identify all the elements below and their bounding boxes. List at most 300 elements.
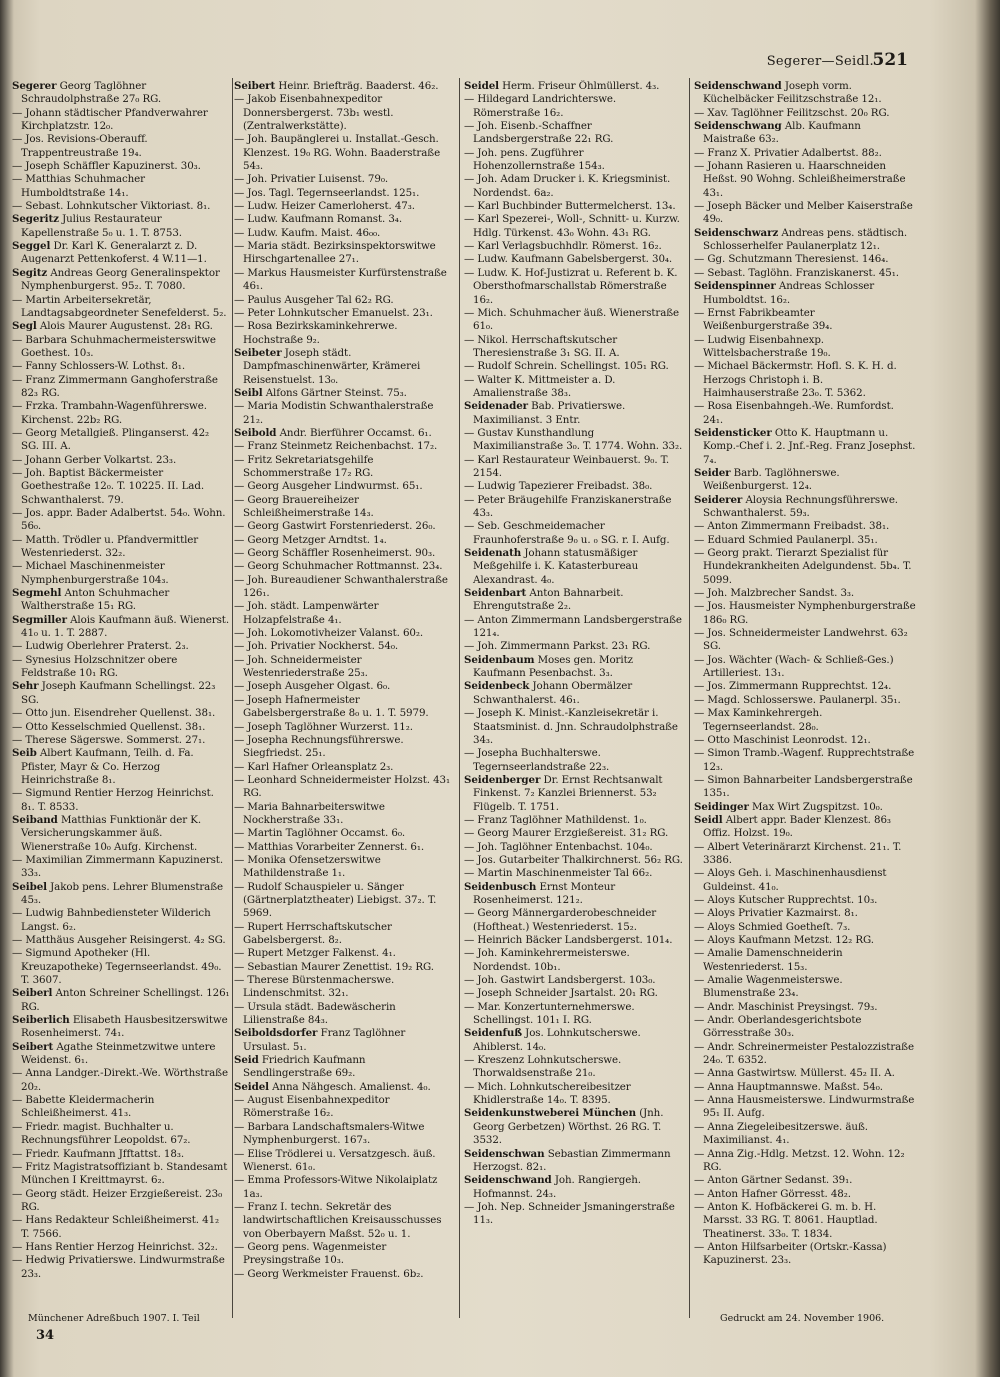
directory-entry xyxy=(464,267,684,307)
entry-text: — Therese Sägerswe. Sommerst. 27₁. xyxy=(12,733,206,746)
directory-entry xyxy=(694,1174,916,1187)
entry-text: (Jnh. Georg Gerbetzen) Wörthst. 26 RG. T. 3532. xyxy=(473,1107,664,1147)
directory-entry-head xyxy=(12,1014,230,1041)
directory-entry xyxy=(694,867,916,894)
directory-entry xyxy=(12,854,230,881)
directory-entry xyxy=(694,974,916,1001)
directory-entry xyxy=(234,947,454,960)
directory-entry-head xyxy=(464,1027,684,1054)
entry-text: — Sebastian Maurer Zenettist. 19₂ RG. xyxy=(234,960,434,973)
entry-text: — Michael Bäckermstr. Hofl. S. K. H. d. Herzogs Christoph i. B. Haimhauserstraße 23₀. T. 5362. xyxy=(694,360,897,399)
entry-text: Julius Restaurateur Kapellenstraße 5₀ u. 1. T. 8753. xyxy=(21,213,182,239)
entry-text: — Georg Männergarderobeschneider (Hoftheat.) Westenriederst. 15₂. xyxy=(464,907,657,933)
entry-text: — Georg Gastwirt Forstenriederst. 26₀. xyxy=(234,520,436,533)
surname: Seidenschwand xyxy=(694,80,782,92)
entry-text: Alois Kaufmann äuß. Wienerst. 41₀ u. 1. T. 2887. xyxy=(21,613,230,640)
directory-entry xyxy=(12,1148,230,1161)
directory-entry xyxy=(12,200,230,213)
directory-entry-head xyxy=(694,494,916,521)
surname: Seiboldsdorfer xyxy=(234,1027,318,1040)
directory-entry xyxy=(234,200,454,213)
entry-text: — Peter Lohnkutscher Emanuelst. 23₁. xyxy=(234,306,433,319)
entry-text: — Fritz Magistratsoffiziant b. Standesamt München I Kreittmayrst. 6₂. xyxy=(12,1160,228,1187)
surname: Seiberlich xyxy=(12,1014,70,1027)
entry-text: — Anton Hafner Görresst. 48₂. xyxy=(694,1187,851,1200)
entry-text: — Mar. Konzertunternehmerswe. Schellingst. 101₁ I. RG. xyxy=(464,1000,635,1027)
column-rule xyxy=(689,78,690,1318)
surname: Seib xyxy=(12,747,37,760)
column-3 xyxy=(464,80,684,1320)
directory-entry xyxy=(234,227,454,240)
entry-text: — Rosa Eisenbahngeh.-We. Rumfordst. 24₁. xyxy=(694,400,894,426)
directory-entry xyxy=(12,1067,230,1094)
directory-entry-head xyxy=(234,347,454,387)
entry-text: — Joseph Bäcker und Melber Kaiserstraße 49₀. xyxy=(694,200,913,226)
directory-entry-head xyxy=(694,467,916,494)
directory-entry xyxy=(694,1041,916,1068)
directory-entry xyxy=(234,654,454,681)
footer-imprint: Münchener Adreßbuch 1907. I. Teil xyxy=(28,1313,200,1324)
directory-entry xyxy=(12,507,230,534)
directory-entry xyxy=(234,680,454,693)
entry-text: — Anna Hausmeisterswe. Lindwurmstraße 95₁ II. Aufg. xyxy=(694,1094,915,1120)
entry-text: — Martin Arbeitersekretär, Landtagsabgeordneter Senefelderst. 5₂. xyxy=(12,293,227,319)
surname: Seidel xyxy=(234,1080,269,1093)
page-header xyxy=(0,50,1000,74)
directory-entry-head xyxy=(464,881,684,908)
directory-entry-head xyxy=(12,267,230,294)
surname: Segeritz xyxy=(12,213,59,226)
directory-entry xyxy=(464,147,684,174)
entry-text: — Karl Hafner Orleansplatz 2₃. xyxy=(234,760,394,773)
entry-text: — Josepha Rechnungsführerswe. Siegfriedst. 25₁. xyxy=(234,733,404,760)
entry-text: — Joh. Privatier Luisenst. 79₀. xyxy=(234,173,389,186)
entry-text: Agathe Steinmetzwitwe untere Weidenst. 6₁. xyxy=(21,1040,216,1067)
entry-text: — Matthias Vorarbeiter Zennerst. 6₁. xyxy=(234,840,425,853)
directory-entry xyxy=(694,400,916,427)
directory-entry xyxy=(694,547,916,587)
directory-entry xyxy=(464,454,684,481)
directory-entry xyxy=(464,374,684,401)
entry-text: Ernst Monteur Rosenheimerst. 121₂. xyxy=(473,880,616,906)
directory-entry xyxy=(234,761,454,774)
directory-entry xyxy=(464,307,684,334)
entry-text: — Joseph Ausgeher Olgast. 6₀. xyxy=(234,680,391,693)
entry-text: — Leonhard Schneidermeister Holzst. 43₁ RG. xyxy=(234,773,451,800)
directory-entry xyxy=(234,173,454,186)
directory-entry xyxy=(694,1001,916,1014)
surname: Segmiller xyxy=(12,613,67,626)
directory-entry xyxy=(464,707,684,747)
directory-entry xyxy=(12,1214,230,1241)
directory-entry xyxy=(234,1148,454,1175)
directory-entry xyxy=(234,574,454,601)
entry-text: — Anna Ziegeleibesitzerswe. äuß. Maximilianst. 4₁. xyxy=(694,1120,868,1147)
surname: Segerer xyxy=(12,80,57,92)
entry-text: Sebastian Zimmermann Herzogst. 82₁. xyxy=(473,1147,671,1173)
directory-entry xyxy=(464,1054,684,1081)
entry-text: — Joh. Bureaudiener Schwanthalerstraße 126₁. xyxy=(234,573,448,600)
entry-text: — Matthäus Ausgeher Reisingerst. 4₂ SG. xyxy=(12,934,226,946)
directory-entry xyxy=(234,734,454,761)
directory-entry xyxy=(12,173,230,200)
entry-text: — Martin Taglöhner Occamst. 6₀. xyxy=(234,827,406,840)
entry-text: — Joseph Hafnermeister Gabelsbergerstraße 8₀ u. 1. T. 5979. xyxy=(234,693,429,720)
entry-text: — Andr. Maschinist Preysingst. 79₃. xyxy=(694,1000,878,1013)
directory-entry xyxy=(12,374,230,401)
entry-text: — Aloys Schmied Goetheſt. 7₃. xyxy=(694,920,851,933)
entry-text: — Franz I. techn. Sekretär des landwirtschaftlichen Kreisausschusses von Oberbayern Maßst. 52₀ u. 1. xyxy=(234,1200,442,1240)
directory-entry xyxy=(464,867,684,880)
entry-text: — Sebast. Lohnkutscher Viktoriast. 8₁. xyxy=(12,200,211,213)
entry-text: — Ursula städt. Badewäscherin Lilienstraße 84₃. xyxy=(234,1000,396,1027)
column-1 xyxy=(12,80,230,1320)
directory-entry xyxy=(12,454,230,467)
directory-entry xyxy=(694,707,916,734)
entry-text: — Magd. Schlosserswe. Paulanerpl. 35₁. xyxy=(694,693,901,706)
directory-entry xyxy=(694,107,916,120)
entry-text: — Georg Metzger Arndtst. 1₄. xyxy=(234,533,387,546)
entry-text: Friedrich Kaufmann Sendlingerstraße 69₂. xyxy=(243,1054,366,1080)
entry-text: — Andr. Schreinermeister Pestalozzistraße 24₀. T. 6352. xyxy=(694,1040,914,1067)
surname: Seidenschwan xyxy=(464,1147,545,1160)
entry-text: — Ernst Fabrikbeamter Weißenburgerstraße 39₄. xyxy=(694,306,833,333)
entry-text: — Ludwig Eisenbahnexp. Wittelsbacherstraße 19₀. xyxy=(694,333,831,359)
entry-text: — Amalie Damenschneiderin Westenriederst. 15₃. xyxy=(694,947,843,973)
surname: Seidenschwang xyxy=(694,120,782,133)
directory-entry xyxy=(12,534,230,561)
directory-entry-head xyxy=(694,427,916,467)
directory-entry xyxy=(12,427,230,454)
directory-entry-head xyxy=(464,80,684,93)
directory-entry xyxy=(464,253,684,266)
entry-text: — Johann städtischer Pfandverwahrer Kirchplatzstr. 12₀. xyxy=(12,106,208,133)
entry-text: — Georg Maurer Erzgießereist. 31₂ RG. xyxy=(464,827,669,840)
directory-entry xyxy=(234,520,454,533)
entry-text: Albert appr. Bader Klenzest. 86₃ Offiz. Holzst. 19₀. xyxy=(703,813,891,840)
surname: Seidenschwarz xyxy=(694,226,779,239)
entry-text: Anton Schreiner Schellingst. 126₁ RG. xyxy=(21,987,230,1013)
directory-entry-head xyxy=(234,427,454,440)
entry-text: — Ludw. Kaufmann Romanst. 3₄. xyxy=(234,213,402,226)
entry-text: — Markus Hausmeister Kurfürstenstraße 46₁. xyxy=(234,266,447,293)
entry-text: — Jos. Tagl. Tegernseerlandst. 125₁. xyxy=(234,186,420,199)
directory-entry-head xyxy=(464,774,684,814)
entry-text: — Joh. Adam Drucker i. K. Kriegsminist. Nordendst. 6a₂. xyxy=(464,173,671,199)
directory-entry-head xyxy=(234,387,454,400)
directory-entry xyxy=(694,1188,916,1201)
directory-entry xyxy=(464,1081,684,1108)
directory-entry xyxy=(12,640,230,653)
entry-text: — Kreszenz Lohnkutscherswe. Thorwaldsenstraße 21₀. xyxy=(464,1054,622,1080)
directory-entry-head xyxy=(12,80,230,107)
directory-entry-head xyxy=(234,1054,454,1081)
entry-text: — Franz X. Privatier Adalbertst. 88₂. xyxy=(694,146,882,159)
directory-entry-head xyxy=(464,1148,684,1175)
entry-text: — Karl Spezerei-, Woll-, Schnitt- u. Kurzw. Hdlg. Türkenst. 43₀ Wohn. 43₁ RG. xyxy=(464,213,680,239)
entry-text: — Joh. Kaminkehrermeisterswe. Nordendst. 10b₁. xyxy=(464,947,630,973)
directory-entry xyxy=(464,934,684,947)
page-number: 521 xyxy=(872,50,908,70)
entry-text: — Ludwig Bahnbediensteter Wilderich Langst. 6₂. xyxy=(12,907,211,933)
entry-text: — Rudolf Schrein. Schellingst. 105₁ RG. xyxy=(464,360,669,373)
directory-entry xyxy=(12,160,230,173)
directory-entry xyxy=(12,294,230,321)
directory-entry-head xyxy=(12,587,230,614)
entry-text: Heinr. Briefträg. Baaderst. 46₂. xyxy=(278,80,439,92)
entry-text: — Otto jun. Eisendreher Quellenst. 38₁. xyxy=(12,707,216,720)
directory-entry xyxy=(12,734,230,747)
directory-entry xyxy=(464,1201,684,1228)
directory-entry xyxy=(234,627,454,640)
directory-entry xyxy=(464,494,684,521)
entry-text: — Peter Bräugehilfe Franziskanerstraße 43₃. xyxy=(464,493,672,519)
directory-entry xyxy=(12,654,230,681)
entry-text: — Maximilian Zimmermann Kapuzinerst. 33₃. xyxy=(12,853,223,880)
surname: Seidinger xyxy=(694,800,749,813)
signature-folio: 34 xyxy=(36,1328,55,1343)
column-rule xyxy=(232,78,233,1318)
directory-entry xyxy=(12,947,230,987)
directory-entry xyxy=(12,560,230,587)
directory-entry xyxy=(464,213,684,240)
surname: Seidenberger xyxy=(464,773,541,786)
surname: Seidenschwand xyxy=(464,1174,552,1187)
directory-entry xyxy=(694,160,916,200)
directory-entry xyxy=(234,534,454,547)
entry-text: — Aloys Kaufmann Metzst. 12₂ RG. xyxy=(694,934,874,946)
entry-text: Georg Taglöhner Schraudolphstraße 27₀ RG. xyxy=(21,80,162,106)
entry-text: — Johann Gerber Volkartst. 23₃. xyxy=(12,453,177,466)
directory-entry xyxy=(464,173,684,200)
entry-text: — Amalie Wagenmeisterswe. Blumenstraße 23₄. xyxy=(694,974,843,1000)
entry-text: — Jos. Hausmeister Nymphenburgerstraße 186₀ RG. xyxy=(694,600,916,626)
directory-entry xyxy=(234,694,454,721)
directory-entry xyxy=(694,147,916,160)
directory-entry xyxy=(234,854,454,881)
entry-text: — Ludw. Kaufm. Maist. 46₀₀. xyxy=(234,226,381,239)
surname: Seiberl xyxy=(12,987,53,1000)
directory-entry xyxy=(234,267,454,294)
entry-text: Albert Kaufmann, Teilh. d. Fa. Pfister, Mayr & Co. Herzog Heinrichstraße 8₁. xyxy=(21,747,194,786)
surname: Seibert xyxy=(12,1040,54,1053)
directory-entry-head xyxy=(694,120,916,147)
entry-text: — Rupert Herrschaftskutscher Gabelsbergerst. 8₂. xyxy=(234,920,392,946)
directory-entry xyxy=(694,921,916,934)
directory-entry-head xyxy=(234,1081,454,1094)
entry-text: — Hans Redakteur Schleißheimerst. 41₂ T. 7566. xyxy=(12,1214,220,1240)
entry-text: — Joh. Schneidermeister Westenriederstraße 25₃. xyxy=(234,653,368,680)
entry-text: Joh. Rangiergeh. Hofmannst. 24₃. xyxy=(473,1174,641,1200)
entry-text: — Albert Veterinärarzt Kirchenst. 21₁. T. 3386. xyxy=(694,840,902,866)
directory-entry xyxy=(694,1241,916,1268)
entry-text: — Friedr. Kaufmann Jfftattst. 18₃. xyxy=(12,1147,185,1160)
directory-entry xyxy=(234,547,454,560)
entry-text: — Georg städt. Heizer Erzgießereist. 23₀ RG. xyxy=(12,1187,223,1213)
directory-entry xyxy=(234,93,454,133)
entry-text: — Simon Tramb.-Wagenf. Rupprechtstraße 12₃. xyxy=(694,747,915,773)
surname: Seibold xyxy=(234,426,277,439)
entry-text: — Joseph Schäffler Kapuzinerst. 30₃. xyxy=(12,160,201,173)
directory-entry xyxy=(234,961,454,974)
directory-entry xyxy=(234,240,454,267)
entry-text: — Sigmund Rentier Herzog Heinrichst. 8₁. T. 8533. xyxy=(12,787,214,813)
entry-text: — Karl Restaurateur Weinbauerst. 9₀. T. 2154. xyxy=(464,453,670,479)
directory-entry xyxy=(694,947,916,974)
entry-text: — Georg pens. Wagenmeister Preysingstraße 10₃. xyxy=(234,1240,387,1267)
directory-entry xyxy=(694,894,916,907)
directory-entry xyxy=(464,747,684,774)
surname: Seidenath xyxy=(464,547,522,560)
entry-text: — Gustav Kunsthandlung Maximilianstraße 3₀. T. 1774. Wohn. 33₂. xyxy=(464,426,683,453)
directory-entry xyxy=(694,200,916,227)
entry-text: — Therese Bürstenmacherswe. Lindenschmitst. 32₁. xyxy=(234,974,395,1000)
directory-entry xyxy=(694,1148,916,1175)
surname: Seidl xyxy=(694,813,723,826)
directory-entry xyxy=(464,640,684,653)
entry-text: — Martin Maschinenmeister Tal 66₂. xyxy=(464,867,653,880)
entry-text: — Franz Taglöhner Mathildenst. 1₀. xyxy=(464,813,647,826)
entry-text: — Josepha Buchhalterswe. Tegernseerlandstraße 22₃. xyxy=(464,747,610,773)
directory-entry-head xyxy=(234,1027,454,1054)
column-4 xyxy=(694,80,916,1320)
directory-entry xyxy=(234,600,454,627)
entry-text: — Max Kaminkehrergeh. Tegernseerlandst. 28₀. xyxy=(694,707,823,733)
entry-text: — Barbara Schuhmachermeisterswitwe Goethest. 10₃. xyxy=(12,333,216,359)
directory-entry xyxy=(234,881,454,921)
surname: Seidenbaum xyxy=(464,653,535,666)
entry-text: — Joh. Privatier Nockherst. 54₀. xyxy=(234,640,399,653)
entry-text: — Hildegard Landrichterswe. Römerstraße 16₂. xyxy=(464,93,617,119)
entry-text: Joseph vorm. Küchelbäcker Feilitzschstraße 12₁. xyxy=(703,80,882,106)
directory-entry xyxy=(234,560,454,573)
directory-entry xyxy=(12,1254,230,1281)
entry-text: Bab. Privatierswe. Maximilianst. 3 Entr. xyxy=(473,400,626,426)
entry-text: — Ludwig Oberlehrer Praterst. 2₃. xyxy=(12,640,189,653)
entry-text: — Maria Modistin Schwanthalerstraße 21₂. xyxy=(234,400,434,426)
entry-text: — Babette Kleidermacherin Schleißheimerst. 41₃. xyxy=(12,1094,155,1120)
directory-entry xyxy=(464,827,684,840)
entry-text: — Michael Maschinenmeister Nymphenburgerstraße 104₃. xyxy=(12,560,169,586)
directory-entry-head xyxy=(12,747,230,787)
directory-entry xyxy=(234,1241,454,1268)
entry-text: — Rupert Metzger Falkenst. 4₁. xyxy=(234,947,396,960)
entry-text: — Jos. Wächter (Wach- & Schließ-Ges.) Artilleriest. 13₁. xyxy=(694,653,894,680)
directory-entry xyxy=(694,747,916,774)
directory-entry-head xyxy=(694,280,916,307)
entry-text: — Anton K. Hofbäckerei G. m. b. H. Marsst. 33 RG. T. 8061. Hauptlad. Theatinerst. 33₀. T. 1834. xyxy=(694,1200,878,1240)
directory-entry-head xyxy=(12,240,230,267)
running-title: Segerer—Seidl. xyxy=(766,54,874,69)
entry-text: Alb. Kaufmann Maistraße 63₂. xyxy=(703,120,861,146)
directory-entry-head xyxy=(694,814,916,841)
directory-entry xyxy=(234,921,454,948)
surname: Seidenfuß xyxy=(464,1027,522,1040)
entry-text: — Simon Bahnarbeiter Landsbergerstraße 135₁. xyxy=(694,773,913,800)
directory-entry xyxy=(12,467,230,507)
directory-entry xyxy=(12,360,230,373)
entry-text: — Emma Professors-Witwe Nikolaiplatz 1a₃. xyxy=(234,1174,438,1200)
directory-entry xyxy=(694,307,916,334)
directory-entry xyxy=(234,480,454,493)
directory-entry xyxy=(464,480,684,493)
directory-entry xyxy=(234,320,454,347)
entry-text: — Jos. Gutarbeiter Thalkirchnerst. 56₂ RG. xyxy=(464,853,683,866)
surname: Seidenkunstweberei München xyxy=(464,1107,636,1120)
entry-text: Joseph Kaufmann Schellingst. 22₃ SG. xyxy=(21,680,216,706)
entry-text: — Georg Brauereiheizer Schleißheimerstraße 14₃. xyxy=(234,493,374,519)
directory-entry xyxy=(234,1094,454,1121)
entry-text: — Georg Ausgeher Lindwurmst. 65₁. xyxy=(234,480,423,493)
directory-entry xyxy=(12,1241,230,1254)
entry-text: — Joh. Baptist Bäckermeister Goethestraße 12₀. T. 10225. II. Lad. Schwanthalerst. 79. xyxy=(12,466,205,506)
entry-text: — Heinrich Bäcker Landsbergerst. 101₄. xyxy=(464,934,673,946)
entry-text: — Anna Gastwirtsw. Müllerst. 45₂ II. A. xyxy=(694,1067,895,1080)
surname: Seider xyxy=(694,466,731,479)
surname: Seiband xyxy=(12,813,58,826)
surname: Seidel xyxy=(464,80,499,92)
directory-entry xyxy=(464,614,684,641)
directory-entry-head xyxy=(464,587,684,614)
directory-entry xyxy=(694,360,916,400)
entry-text: — Maria städt. Bezirksinspektorswitwe Hirschgartenallee 27₁. xyxy=(234,240,436,266)
directory-entry xyxy=(464,841,684,854)
directory-entry xyxy=(234,1201,454,1241)
directory-entry xyxy=(12,1094,230,1121)
entry-text: Andr. Bierführer Occamst. 6₁. xyxy=(279,426,432,439)
entry-text: — Sigmund Apotheker (Hl. Kreuzapotheke) Tegernseerlandst. 49₀. T. 3607. xyxy=(12,947,222,987)
entry-text: — Maria Bahnarbeiterswitwe Nockherstraße 33₁. xyxy=(234,800,385,826)
entry-text: — Joh. Nep. Schneider Jsmaningerstraße 11₃. xyxy=(464,1200,675,1227)
directory-entry-head xyxy=(12,680,230,707)
directory-entry xyxy=(694,267,916,280)
entry-text: — Friedr. magist. Buchhalter u. Rechnungsführer Leopoldst. 67₂. xyxy=(12,1120,191,1147)
entry-text: — Georg Metallgieß. Plinganserst. 42₂ SG. III. A. xyxy=(12,426,210,453)
entry-text: Elisabeth Hausbesitzerswitwe Rosenheimerst. 74₁. xyxy=(21,1014,228,1040)
entry-text: — Walter K. Mittmeister a. D. Amalienstraße 38₃. xyxy=(464,373,616,399)
directory-entry-head xyxy=(12,881,230,908)
entry-text: Johann Obermälzer Schwanthalerst. 46₁. xyxy=(473,680,633,706)
entry-text: — Joh. städt. Lampenwärter Holzapfelstraße 4₁. xyxy=(234,600,379,626)
entry-text: — Franz Steinmetz Reichenbachst. 17₂. xyxy=(234,440,438,453)
directory-entry-head xyxy=(12,614,230,641)
entry-text: — Karl Buchbinder Buttermelcherst. 13₄. xyxy=(464,200,676,213)
surname: Seidenspinner xyxy=(694,280,776,293)
directory-entry xyxy=(464,120,684,147)
directory-entry xyxy=(694,334,916,361)
entry-text: Otto K. Hauptmann u. Komp.-Chef i. 2. Jnf.-Reg. Franz Josephst. 7₄. xyxy=(703,426,916,466)
directory-entry xyxy=(12,721,230,734)
directory-entry xyxy=(12,133,230,160)
surname: Seibel xyxy=(12,880,47,893)
entry-text: — Georg Werkmeister Frauenst. 6b₂. xyxy=(234,1267,424,1280)
entry-text: Matthias Funktionär der K. Versicherungskammer äuß. Wienerstraße 10₀ Aufg. Kirchenst. xyxy=(21,813,202,853)
directory-entry-head xyxy=(694,80,916,107)
directory-entry xyxy=(694,587,916,600)
entry-text: Anton Schuhmacher Waltherstraße 15₁ RG. xyxy=(21,587,170,613)
directory-entry xyxy=(464,947,684,974)
entry-text: — Matth. Trödler u. Pfandvermittler Westenriederst. 32₂. xyxy=(12,533,199,560)
surname: Seibeter xyxy=(234,346,282,359)
directory-entry xyxy=(234,1174,454,1201)
entry-text: Johann statusmäßiger Meßgehilfe i. K. Katasterbureau Alexandrast. 4₀. xyxy=(473,547,639,586)
entry-text: — Ludw. Kaufmann Gabelsbergerst. 30₄. xyxy=(464,253,673,266)
directory-entry xyxy=(694,1094,916,1121)
directory-entry-head xyxy=(12,987,230,1014)
entry-text: — Ludwig Tapezierer Freibadst. 38₀. xyxy=(464,480,653,493)
directory-entry-head xyxy=(12,320,230,333)
directory-entry xyxy=(464,93,684,120)
